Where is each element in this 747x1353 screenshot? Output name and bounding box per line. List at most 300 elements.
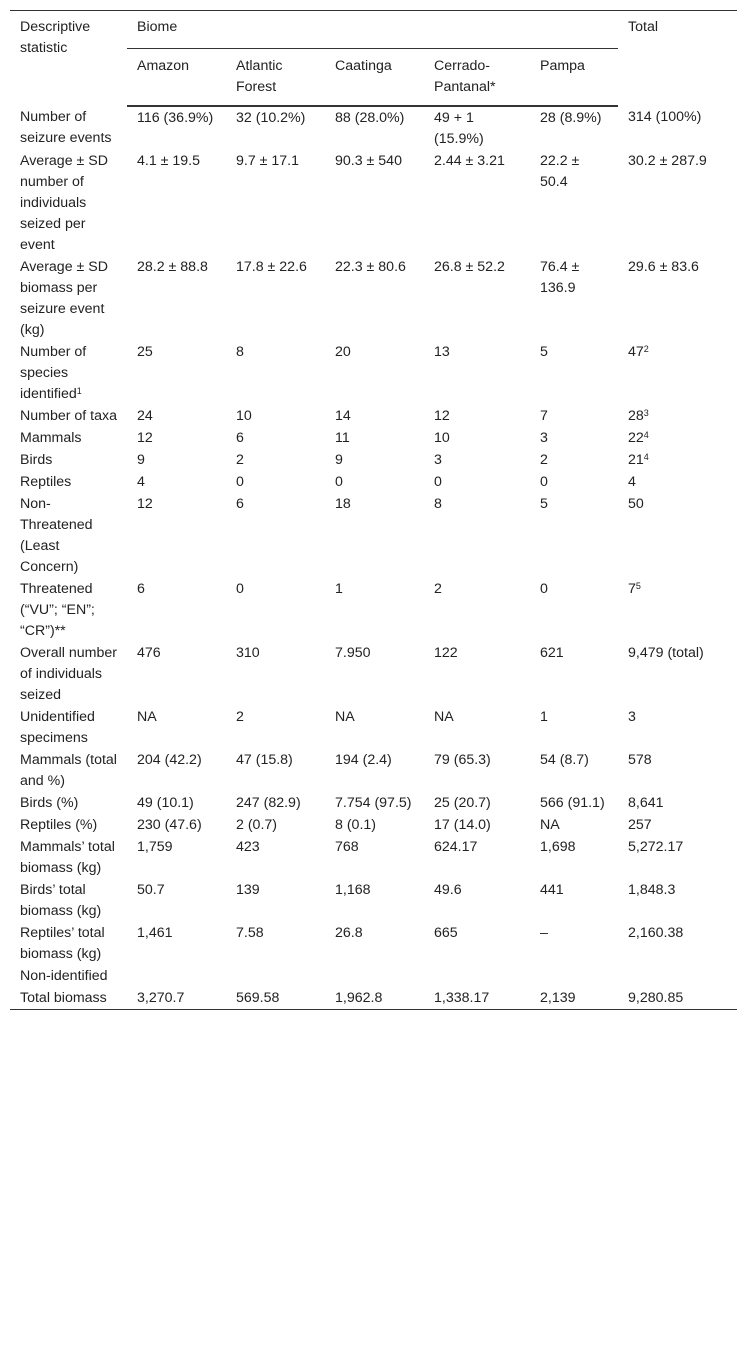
table-row — [10, 471, 737, 493]
table-cell — [325, 965, 424, 987]
cell-value: 0 — [236, 474, 244, 490]
table-cell — [127, 106, 226, 150]
row-label-text: Threatened (“VU”; “EN”; “CR”)** — [20, 581, 95, 639]
table-cell — [325, 449, 424, 471]
row-label — [10, 706, 127, 749]
row-label-text: Average ± SD biomass per seizure event (kg) — [20, 259, 108, 338]
table-cell — [127, 427, 226, 449]
cell-value: 22 — [628, 430, 644, 446]
cell-value: 621 — [540, 645, 564, 661]
cell-value: 0 — [540, 581, 548, 597]
table-cell — [325, 341, 424, 405]
table-cell — [226, 471, 325, 493]
cell-value: 8 (0.1) — [335, 817, 377, 833]
cell-value: 1,338.17 — [434, 990, 490, 1006]
table-cell — [226, 792, 325, 814]
table-cell — [127, 405, 226, 427]
table-cell — [530, 965, 618, 987]
column-header-cerrado-pantanal: Cerrado-Pantanal* — [424, 49, 530, 107]
cell-value: 0 — [236, 581, 244, 597]
table-cell — [530, 578, 618, 642]
total-cell — [618, 922, 737, 965]
cell-value: 24 — [137, 408, 153, 424]
cell-value: 1,461 — [137, 925, 173, 941]
table-cell — [424, 749, 530, 792]
table-cell — [530, 836, 618, 879]
table-cell — [325, 879, 424, 922]
cell-value: 10 — [434, 430, 450, 446]
table-cell — [530, 256, 618, 341]
row-label — [10, 792, 127, 814]
footnote-marker: 4 — [643, 452, 649, 462]
table-cell — [325, 493, 424, 578]
table-cell — [424, 814, 530, 836]
total-cell — [618, 814, 737, 836]
cell-value: 25 — [137, 344, 153, 360]
row-label — [10, 987, 127, 1010]
cell-value: 32 (10.2%) — [236, 110, 306, 126]
table-cell — [424, 493, 530, 578]
table-cell — [127, 814, 226, 836]
cell-value: 79 (65.3) — [434, 752, 491, 768]
cell-value: 7.950 — [335, 645, 371, 661]
cell-value: 3 — [628, 709, 636, 725]
cell-value: 569.58 — [236, 990, 280, 1006]
biome-statistics-table — [10, 10, 737, 1010]
row-label — [10, 642, 127, 706]
table-cell — [226, 578, 325, 642]
footnote-marker: 1 — [76, 386, 82, 396]
cell-value: 18 — [335, 496, 351, 512]
table-row — [10, 922, 737, 965]
cell-value: 26.8 ± 52.2 — [434, 259, 505, 275]
cell-value: 768 — [335, 839, 359, 855]
cell-value: 10 — [236, 408, 252, 424]
cell-value: 28 (8.9%) — [540, 110, 602, 126]
cell-value: 230 (47.6) — [137, 817, 202, 833]
cell-value: 20 — [335, 344, 351, 360]
table-cell — [325, 987, 424, 1010]
table-cell — [127, 987, 226, 1010]
cell-value: 5,272.17 — [628, 839, 684, 855]
total-cell — [618, 341, 737, 405]
cell-value: 21 — [628, 452, 644, 468]
table-cell — [325, 150, 424, 256]
table-cell — [530, 987, 618, 1010]
table-cell — [530, 341, 618, 405]
cell-value: 2,160.38 — [628, 925, 684, 941]
cell-value: 28.2 ± 88.8 — [137, 259, 208, 275]
row-label-text: Number of species identified — [20, 344, 87, 402]
table-cell — [325, 814, 424, 836]
cell-value: 14 — [335, 408, 351, 424]
cell-value: 624.17 — [434, 839, 478, 855]
table-cell — [325, 256, 424, 341]
cell-value: NA — [137, 709, 157, 725]
table-cell — [325, 642, 424, 706]
table-cell — [424, 150, 530, 256]
cell-value: 17 (14.0) — [434, 817, 491, 833]
cell-value: 139 — [236, 882, 260, 898]
table-row — [10, 749, 737, 792]
cell-value: 8 — [434, 496, 442, 512]
cell-value: 2.44 ± 3.21 — [434, 153, 505, 169]
cell-value: 1,759 — [137, 839, 173, 855]
cell-value: 310 — [236, 645, 260, 661]
cell-value: 4 — [137, 474, 145, 490]
table-cell — [127, 706, 226, 749]
table-cell — [226, 405, 325, 427]
cell-value: 423 — [236, 839, 260, 855]
table-row — [10, 405, 737, 427]
cell-value: 5 — [540, 344, 548, 360]
cell-value: 8,641 — [628, 795, 664, 811]
row-label — [10, 106, 127, 150]
table-cell — [530, 106, 618, 150]
row-label — [10, 493, 127, 578]
table-cell — [424, 405, 530, 427]
cell-value: 50 — [628, 496, 644, 512]
cell-value: 194 (2.4) — [335, 752, 392, 768]
biome-header: Biome — [127, 11, 618, 49]
cell-value: 12 — [434, 408, 450, 424]
cell-value: 9.7 ± 17.1 — [236, 153, 300, 169]
cell-value: 90.3 ± 540 — [335, 153, 402, 169]
cell-value: 17.8 ± 22.6 — [236, 259, 307, 275]
table-body — [10, 106, 737, 1010]
table-row — [10, 965, 737, 987]
cell-value: 12 — [137, 430, 153, 446]
total-header: Total — [628, 19, 658, 35]
column-header-pampa: Pampa — [530, 49, 618, 107]
cell-value: 2 — [236, 709, 244, 725]
cell-value: 314 (100%) — [628, 109, 702, 125]
cell-value: 25 (20.7) — [434, 795, 491, 811]
cell-value: 29.6 ± 83.6 — [628, 259, 699, 275]
table-cell — [226, 341, 325, 405]
row-label — [10, 150, 127, 256]
table-cell — [127, 449, 226, 471]
cell-value: 50.7 — [137, 882, 165, 898]
total-cell — [618, 706, 737, 749]
total-cell — [618, 256, 737, 341]
column-header-amazon: Amazon — [127, 49, 226, 107]
table-cell — [424, 256, 530, 341]
cell-value: 1 — [335, 581, 343, 597]
table-cell — [325, 749, 424, 792]
footnote-marker: 3 — [643, 408, 649, 418]
row-label-text: Number of seizure events — [20, 109, 112, 146]
row-label-text: Birds — [20, 452, 53, 468]
cell-value: 22.3 ± 80.6 — [335, 259, 406, 275]
total-cell — [618, 449, 737, 471]
table-row — [10, 836, 737, 879]
table-cell — [325, 578, 424, 642]
row-label-text: Unidentified specimens — [20, 709, 95, 746]
total-cell — [618, 578, 737, 642]
total-cell — [618, 879, 737, 922]
cell-value: 122 — [434, 645, 458, 661]
cell-value: 2 (0.7) — [236, 817, 278, 833]
table-cell — [226, 879, 325, 922]
table-cell — [424, 471, 530, 493]
row-label — [10, 405, 127, 427]
cell-value: 4 — [628, 474, 636, 490]
table-row — [10, 814, 737, 836]
cell-value: – — [540, 925, 548, 941]
table-cell — [127, 642, 226, 706]
total-cell — [618, 836, 737, 879]
table-row — [10, 150, 737, 256]
cell-value: 7 — [628, 581, 636, 597]
cell-value: 8 — [236, 344, 244, 360]
table-cell — [226, 987, 325, 1010]
cell-value: 1,962.8 — [335, 990, 383, 1006]
cell-value: 6 — [137, 581, 145, 597]
table-cell — [424, 427, 530, 449]
table-row — [10, 449, 737, 471]
table-cell — [530, 792, 618, 814]
cell-value: 49 + 1 (15.9%) — [434, 110, 484, 147]
cell-value: NA — [540, 817, 560, 833]
total-cell — [618, 965, 737, 987]
table-cell — [127, 792, 226, 814]
cell-value: 3,270.7 — [137, 990, 185, 1006]
cell-value: 0 — [335, 474, 343, 490]
cell-value: 1,698 — [540, 839, 576, 855]
row-label — [10, 836, 127, 879]
table-cell — [424, 792, 530, 814]
cell-value: 247 (82.9) — [236, 795, 301, 811]
table-row — [10, 987, 737, 1010]
table-cell — [424, 965, 530, 987]
table-cell — [226, 836, 325, 879]
cell-value: 6 — [236, 430, 244, 446]
table-cell — [424, 642, 530, 706]
row-label-text: Average ± SD number of individuals seized per event — [20, 153, 108, 253]
cell-value: 2 — [540, 452, 548, 468]
row-label-text: Mammals — [20, 430, 82, 446]
total-cell — [618, 493, 737, 578]
table-cell — [226, 106, 325, 150]
footnote-marker: 2 — [643, 344, 649, 354]
table-cell — [325, 106, 424, 150]
cell-value: 5 — [540, 496, 548, 512]
cell-value: 441 — [540, 882, 564, 898]
cell-value: 22.2 ± 50.4 — [540, 153, 580, 190]
cell-value: 1,848.3 — [628, 882, 676, 898]
cell-value: 116 (36.9%) — [137, 110, 214, 126]
descriptive-statistic-header: Descriptive statistic — [20, 19, 91, 56]
cell-value: 49 (10.1) — [137, 795, 194, 811]
cell-value: 11 — [335, 430, 350, 446]
row-label-text: Overall number of individuals seized — [20, 645, 117, 703]
table-cell — [325, 471, 424, 493]
table-cell — [127, 341, 226, 405]
table-cell — [127, 578, 226, 642]
cell-value: 1 — [540, 709, 548, 725]
table-cell — [530, 706, 618, 749]
table-row — [10, 106, 737, 150]
row-label — [10, 749, 127, 792]
table-row — [10, 578, 737, 642]
table-cell — [325, 706, 424, 749]
total-cell — [618, 792, 737, 814]
cell-value: 7.754 (97.5) — [335, 795, 412, 811]
total-cell — [618, 471, 737, 493]
cell-value: 13 — [434, 344, 450, 360]
cell-value: 2 — [236, 452, 244, 468]
table-cell — [325, 792, 424, 814]
row-label — [10, 814, 127, 836]
table-cell — [127, 965, 226, 987]
row-label-text: Reptiles — [20, 474, 72, 490]
row-label-text: Reptiles (%) — [20, 817, 98, 833]
row-label — [10, 256, 127, 341]
table-cell — [127, 749, 226, 792]
cell-value: 0 — [540, 474, 548, 490]
cell-value: NA — [335, 709, 355, 725]
cell-value: 6 — [236, 496, 244, 512]
table-cell — [424, 987, 530, 1010]
footnote-marker: 5 — [635, 581, 641, 591]
cell-value: 7 — [540, 408, 548, 424]
total-cell — [618, 427, 737, 449]
table-row — [10, 879, 737, 922]
table-cell — [530, 879, 618, 922]
table-cell — [530, 749, 618, 792]
table-cell — [424, 341, 530, 405]
row-label — [10, 341, 127, 405]
row-label — [10, 879, 127, 922]
table-cell — [226, 427, 325, 449]
total-cell — [618, 987, 737, 1010]
table-cell — [127, 922, 226, 965]
cell-value: 2 — [434, 581, 442, 597]
total-cell — [618, 405, 737, 427]
table-cell — [530, 922, 618, 965]
total-cell — [618, 106, 737, 150]
cell-value: 566 (91.1) — [540, 795, 605, 811]
row-label-text: Mammals’ total biomass (kg) — [20, 839, 115, 876]
table-cell — [424, 836, 530, 879]
table-cell — [226, 493, 325, 578]
table-cell — [226, 642, 325, 706]
row-label-text: Mammals (total and %) — [20, 752, 117, 789]
cell-value: 578 — [628, 752, 652, 768]
table-cell — [530, 471, 618, 493]
row-label-text: Reptiles’ total biomass (kg) — [20, 925, 105, 962]
cell-value: 204 (42.2) — [137, 752, 202, 768]
table-row — [10, 427, 737, 449]
cell-value: 476 — [137, 645, 161, 661]
cell-value: 257 — [628, 817, 652, 833]
row-label-text: Total biomass — [20, 990, 107, 1006]
cell-value: 0 — [434, 474, 442, 490]
table-row — [10, 341, 737, 405]
table-cell — [424, 706, 530, 749]
column-header-atlantic-forest: Atlantic Forest — [226, 49, 325, 107]
table-cell — [530, 427, 618, 449]
row-label-text: Birds’ total biomass (kg) — [20, 882, 102, 919]
table-cell — [127, 493, 226, 578]
table-header — [10, 11, 737, 107]
cell-value: 47 — [628, 344, 644, 360]
table-row — [10, 256, 737, 341]
cell-value: 9,479 (total) — [628, 645, 704, 661]
table-cell — [424, 879, 530, 922]
total-cell — [618, 642, 737, 706]
cell-value: NA — [434, 709, 454, 725]
row-label — [10, 449, 127, 471]
cell-value: 665 — [434, 925, 458, 941]
cell-value: 9 — [335, 452, 343, 468]
table-cell — [127, 879, 226, 922]
table-cell — [424, 106, 530, 150]
table-cell — [325, 427, 424, 449]
table-cell — [226, 256, 325, 341]
total-cell — [618, 749, 737, 792]
cell-value: 3 — [434, 452, 442, 468]
table-cell — [530, 150, 618, 256]
table-cell — [226, 150, 325, 256]
table-cell — [325, 922, 424, 965]
row-label — [10, 965, 127, 987]
row-label — [10, 427, 127, 449]
table-cell — [226, 965, 325, 987]
cell-value: 4.1 ± 19.5 — [137, 153, 201, 169]
table-cell — [530, 642, 618, 706]
total-cell — [618, 150, 737, 256]
cell-value: 12 — [137, 496, 153, 512]
table-cell — [226, 706, 325, 749]
table-cell — [530, 493, 618, 578]
row-label — [10, 922, 127, 965]
cell-value: 3 — [540, 430, 548, 446]
cell-value: 28 — [628, 408, 644, 424]
table-cell — [127, 471, 226, 493]
table-cell — [325, 836, 424, 879]
row-label-text: Non-identified — [20, 968, 108, 984]
table-cell — [530, 814, 618, 836]
table-row — [10, 792, 737, 814]
cell-value: 2,139 — [540, 990, 576, 1006]
table-cell — [530, 405, 618, 427]
cell-value: 49.6 — [434, 882, 462, 898]
table-cell — [226, 814, 325, 836]
row-label-text: Number of taxa — [20, 408, 117, 424]
row-label-text: Birds (%) — [20, 795, 79, 811]
cell-value: 9 — [137, 452, 145, 468]
table-row — [10, 493, 737, 578]
cell-value: 7.58 — [236, 925, 264, 941]
table-cell — [127, 150, 226, 256]
table-cell — [226, 749, 325, 792]
cell-value: 30.2 ± 287.9 — [628, 153, 707, 169]
table-row — [10, 706, 737, 749]
table-cell — [325, 405, 424, 427]
table-cell — [424, 922, 530, 965]
cell-value: 76.4 ± 136.9 — [540, 259, 580, 296]
table-cell — [226, 922, 325, 965]
cell-value: 47 (15.8) — [236, 752, 293, 768]
column-header-caatinga: Caatinga — [325, 49, 424, 107]
row-label — [10, 471, 127, 493]
table-cell — [424, 449, 530, 471]
cell-value: 54 (8.7) — [540, 752, 589, 768]
header-row-top — [10, 11, 737, 49]
table-cell — [226, 449, 325, 471]
